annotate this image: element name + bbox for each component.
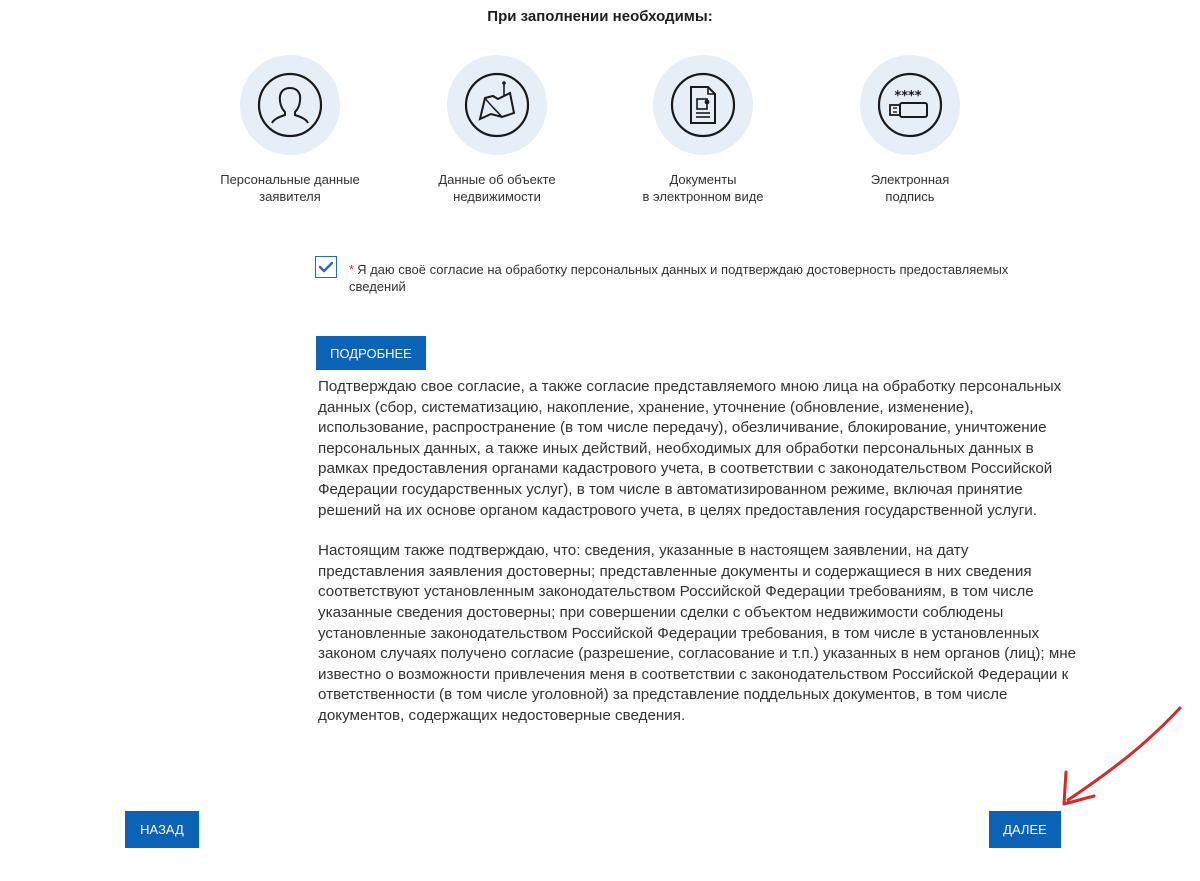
back-button[interactable]: НАЗАД [125, 811, 199, 848]
requirement-personal-data [195, 55, 385, 205]
usb-key-icon [877, 72, 943, 138]
requirement-label-line2: заявителя [259, 189, 321, 204]
person-icon-circle [240, 55, 340, 155]
requirement-label-line1: Персональные данные [220, 172, 360, 187]
requirement-property-data [402, 55, 592, 205]
requirement-label-line1: Документы [669, 172, 737, 187]
required-mark: * [349, 262, 355, 277]
person-icon [257, 72, 323, 138]
document-icon [670, 72, 736, 138]
requirement-label-line2: в электронном виде [642, 189, 764, 204]
requirement-label-line1: Данные об объекте [438, 172, 556, 187]
annotation-arrow-icon [1050, 700, 1190, 810]
consent-text: Я даю своё согласие на обработку персональных данных и подтверждаю достоверность предоставляемых сведений [349, 262, 1009, 294]
consent-checkbox[interactable] [315, 256, 337, 278]
usb-key-icon-circle [860, 55, 960, 155]
next-button[interactable]: ДАЛЕЕ [989, 811, 1061, 848]
property-icon-circle [447, 55, 547, 155]
requirement-electronic-signature [815, 55, 1005, 205]
checkmark-icon [318, 260, 334, 274]
requirement-label-line2: подпись [885, 189, 935, 204]
page-title: При заполнении необходимы: [487, 8, 713, 25]
details-button[interactable]: ПОДРОБНЕЕ [316, 336, 426, 370]
svg-text:****: **** [894, 89, 922, 104]
consent-label [349, 261, 1009, 295]
details-text [318, 377, 1078, 747]
property-map-icon [464, 72, 530, 138]
requirement-label-line2: недвижимости [453, 189, 541, 204]
details-paragraph-2: Настоящим также подтверждаю, что: сведения, указанные в настоящем заявлении, на дату представления заявления достоверны; представленные документы и содержащиеся в них сведения соответствуют установленным законодательством Российской Федерации требованиям, в том числе указанные сведения достоверны; при совершении сделки с объектом недвижимости соблюдены установленные законодательством Российской Федерации требования, в том числе в установленных законом случаях получено согласие (разрешение, согласование и т.п.) указанных в нем органов (лиц); мне известно о возможности привлечения меня в соответствии с законодательством Российской Федерации к ответственности (в том числе уголовной) за представление поддельных документов, в том числе документов, содержащих недостоверные сведения. [318, 542, 1077, 724]
document-icon-circle [653, 55, 753, 155]
requirement-label-line1: Электронная [870, 172, 950, 187]
details-paragraph-1: Подтверждаю свое согласие, а также согласие представляемого мною лица на обработку персональных данных (сбор, систематизацию, накопление, хранение, уточнение (обновление, изменение), использование, распространение (в том числе передачу), обезличивание, блокирование, уничтожение персональных данных, а также иных действий, необходимых для обработки персональных данных в рамках предоставления органами кадастрового учета, в соответствии с законодательством Российской Федерации государственных услуг), в том числе в автоматизированном режиме, включая принятие решений на их основе органом кадастрового учета, в целях предоставления государственной услуги. [318, 378, 1062, 519]
requirement-electronic-documents [608, 55, 798, 205]
